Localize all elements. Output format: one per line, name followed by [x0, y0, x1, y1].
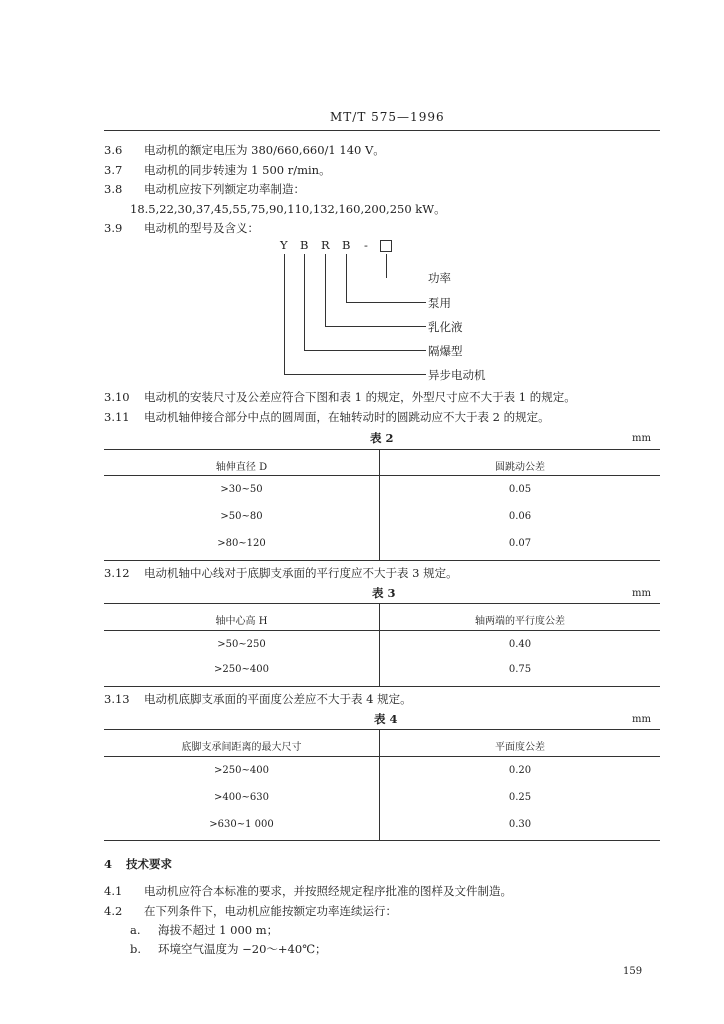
connector-emulsion-h	[325, 326, 426, 327]
table-header-rule	[104, 630, 660, 631]
table-unit: mm	[632, 714, 651, 725]
clause-3-10	[104, 390, 576, 404]
section-number: 4	[104, 857, 113, 871]
model-letter-dash: -	[364, 238, 368, 252]
table-cell: >630~1 000	[209, 819, 274, 830]
clause-text: 在下列条件下，电动机应能按额定功率连续运行：	[144, 904, 397, 918]
table-caption: 表 3	[372, 586, 396, 600]
header-rule	[104, 130, 660, 131]
connector-pump	[346, 254, 347, 302]
section-4-heading	[104, 857, 172, 871]
table-bottom-rule	[104, 840, 660, 841]
clause-text: 电动机应符合本标准的要求，并按照经规定程序批准的图样及文件制造。	[144, 884, 512, 898]
connector-emulsion	[325, 254, 326, 326]
clause-4-2	[104, 904, 397, 918]
table-caption: 表 4	[374, 712, 398, 726]
table-cell: 0.75	[508, 664, 532, 675]
clause-3-13	[104, 692, 412, 706]
table-cell: 0.25	[508, 792, 532, 803]
label-async-motor: 异步电动机	[428, 368, 486, 382]
page-number: 159	[623, 966, 643, 977]
clause-number: 3.6	[104, 143, 123, 157]
table-cell: >250~400	[214, 765, 269, 776]
clause-text: 电动机的型号及含义：	[144, 221, 259, 235]
table-cell: >50~80	[220, 511, 263, 522]
document-header: MT/T 575—1996	[330, 110, 445, 124]
connector-pump-h	[346, 302, 426, 303]
clause-3-9	[104, 221, 259, 235]
power-placeholder-box	[380, 240, 392, 252]
clause-number: 3.10	[104, 390, 130, 404]
clause-text: 电动机的额定电压为 380/660,660/1 140 V。	[144, 143, 385, 157]
item-a	[130, 923, 278, 937]
clause-3-8	[104, 182, 305, 196]
power-values: 18.5,22,30,37,45,55,75,90,110,132,160,200,250 kW。	[130, 202, 446, 216]
label-flameproof: 隔爆型	[428, 344, 463, 358]
table-top-rule	[104, 729, 660, 730]
table-cell: 0.30	[508, 819, 532, 830]
item-text: 海拔不超过 1 000 m；	[158, 923, 279, 937]
connector-async	[284, 254, 285, 374]
table-cell: >30~50	[220, 484, 263, 495]
clause-4-1	[104, 884, 512, 898]
label-emulsion: 乳化液	[428, 320, 463, 334]
table-header-rule	[104, 475, 660, 476]
clause-number: 3.11	[104, 410, 130, 424]
table-cell: 0.20	[508, 765, 532, 776]
table-unit: mm	[632, 588, 651, 599]
connector-flameproof	[304, 254, 305, 350]
clause-number: 3.8	[104, 182, 123, 196]
clause-text: 电动机的同步转速为 1 500 r/min。	[144, 163, 331, 177]
model-letter-b1: B	[300, 238, 309, 252]
table-unit: mm	[632, 433, 651, 444]
table-bottom-rule	[104, 560, 660, 561]
clause-number: 3.13	[104, 692, 130, 706]
clause-3-12	[104, 566, 458, 580]
label-power: 功率	[428, 271, 451, 285]
table-cell: 0.05	[508, 484, 532, 495]
clause-3-6	[104, 143, 385, 157]
item-b	[130, 942, 327, 956]
table-cell: 0.06	[508, 511, 532, 522]
clause-number: 4.1	[104, 884, 123, 898]
table-cell: >250~400	[214, 664, 269, 675]
item-text: 环境空气温度为 −20～+40℃；	[158, 942, 327, 956]
table-bottom-rule	[104, 686, 660, 687]
table-header: 圆跳动公差	[495, 462, 545, 473]
item-label: b.	[130, 942, 142, 956]
clause-text: 电动机的安装尺寸及公差应符合下图和表 1 的规定，外型尺寸应不大于表 1 的规定。	[144, 390, 576, 404]
table-header: 轴中心高 H	[215, 616, 268, 627]
item-label: a.	[130, 923, 141, 937]
table-cell: 0.07	[508, 538, 532, 549]
table-header: 底脚支承间距离的最大尺寸	[181, 742, 302, 753]
table-cell: >50~250	[217, 639, 266, 650]
clause-text: 电动机底脚支承面的平面度公差应不大于表 4 规定。	[144, 692, 412, 706]
clause-3-7	[104, 163, 331, 177]
connector-async-h	[284, 374, 426, 375]
table-cell: 0.40	[508, 639, 532, 650]
clause-3-11	[104, 410, 550, 424]
clause-text: 电动机应按下列额定功率制造：	[144, 182, 305, 196]
model-letter-y: Y	[280, 238, 288, 252]
clause-number: 3.12	[104, 566, 130, 580]
table-caption: 表 2	[370, 431, 394, 445]
clause-number: 3.7	[104, 163, 123, 177]
clause-text: 电动机轴伸接合部分中点的圆周面，在轴转动时的圆跳动应不大于表 2 的规定。	[144, 410, 550, 424]
clause-number: 4.2	[104, 904, 123, 918]
table-header: 轴伸直径 D	[215, 462, 268, 473]
model-letter-b2: B	[342, 238, 351, 252]
table-top-rule	[104, 449, 660, 450]
connector-power	[386, 254, 387, 278]
table-header: 平面度公差	[495, 742, 545, 753]
clause-text: 电动机轴中心线对于底脚支承面的平行度应不大于表 3 规定。	[144, 566, 458, 580]
table-header-rule	[104, 756, 660, 757]
table-cell: >80~120	[217, 538, 266, 549]
connector-flameproof-h	[304, 350, 426, 351]
model-letter-r: R	[321, 238, 330, 252]
clause-number: 3.9	[104, 221, 123, 235]
section-title: 技术要求	[126, 857, 172, 871]
table-cell: >400~630	[214, 792, 269, 803]
table-header: 轴两端的平行度公差	[475, 616, 565, 627]
label-pump: 泵用	[428, 296, 451, 310]
table-top-rule	[104, 603, 660, 604]
